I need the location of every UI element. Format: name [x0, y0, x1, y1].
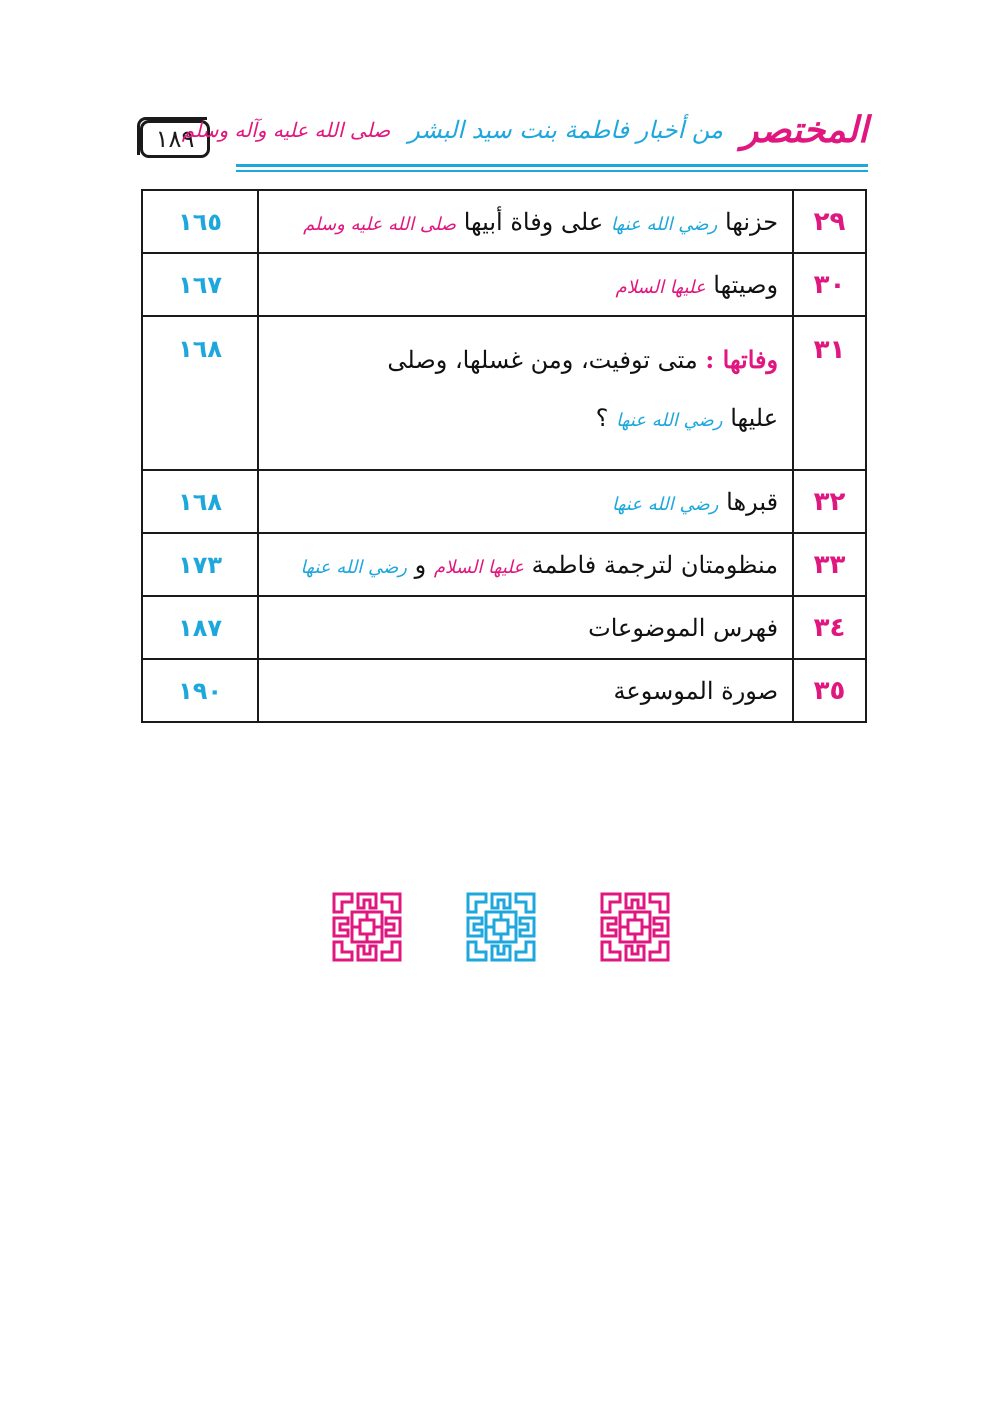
toc-text: منظومتان لترجمة فاطمة — [531, 550, 779, 579]
toc-row-page: ١٧٣ — [142, 533, 258, 596]
blessing-text: صلى الله عليه وسلم — [303, 213, 457, 235]
blessing-text: رضي الله عنها — [300, 556, 408, 578]
toc-text: وصيتها — [713, 270, 779, 299]
toc-row — [142, 253, 866, 316]
toc-row-number: ٣١ — [793, 316, 866, 470]
toc-row — [142, 533, 866, 596]
knot-ornament-icon — [464, 890, 538, 964]
blessing-text: رضي الله عنها — [616, 410, 723, 431]
toc-row — [142, 596, 866, 659]
book-title-subtitle: من أخبار فاطمة بنت سيد البشر — [408, 116, 724, 144]
toc-row-title — [258, 659, 793, 722]
toc-row-title — [258, 316, 793, 470]
toc-row-title — [258, 470, 793, 533]
toc-row-number: ٣٠ — [793, 253, 866, 316]
toc-row-page: ١٦٥ — [142, 190, 258, 253]
toc-row — [142, 190, 866, 253]
toc-lead-text: وفاتها : — [705, 345, 779, 374]
toc-table — [141, 189, 867, 723]
toc-row-number: ٣٤ — [793, 596, 866, 659]
blessing-text: عليها السلام — [433, 556, 524, 578]
page-header — [140, 92, 868, 182]
toc-text: صورة الموسوعة — [613, 676, 779, 705]
toc-row — [142, 659, 866, 722]
ornament-group — [320, 890, 680, 970]
toc-text: عليها — [730, 404, 779, 432]
blessing-text: رضي الله عنها — [612, 493, 719, 515]
book-title — [181, 98, 868, 162]
toc-row-number: ٣٣ — [793, 533, 866, 596]
page-number: ١٨٩ — [140, 120, 210, 158]
toc-row-title — [258, 596, 793, 659]
book-title-blessing: صلى الله عليه وآله وسلم — [181, 118, 391, 142]
toc-row-page: ١٦٨ — [142, 316, 258, 470]
toc-row-number: ٣٥ — [793, 659, 866, 722]
knot-ornament-icon — [330, 890, 404, 964]
toc-text: حزنها — [724, 207, 779, 236]
toc-row-title — [258, 253, 793, 316]
header-divider — [236, 164, 868, 167]
toc-row-page: ١٨٧ — [142, 596, 258, 659]
toc-row-page: ١٦٧ — [142, 253, 258, 316]
toc-text: متى توفيت، ومن غسلها، وصلى — [387, 346, 698, 374]
toc-row — [142, 316, 866, 470]
toc-text: ؟ — [595, 404, 609, 432]
knot-ornament-icon — [598, 890, 672, 964]
toc-row-title — [258, 533, 793, 596]
toc-text: و — [414, 550, 427, 579]
toc-row — [142, 470, 866, 533]
toc-text: قبرها — [726, 487, 779, 516]
book-title-main: المختصر — [741, 109, 868, 151]
header-divider-thin — [236, 170, 868, 172]
blessing-text: رضي الله عنها — [610, 213, 718, 235]
toc-row-page: ١٩٠ — [142, 659, 258, 722]
toc-row-number: ٣٢ — [793, 470, 866, 533]
blessing-text: عليها السلام — [615, 276, 706, 298]
toc-row-title — [258, 190, 793, 253]
toc-row-number: ٢٩ — [793, 190, 866, 253]
toc-text: فهرس الموضوعات — [588, 613, 779, 642]
toc-row-page: ١٦٨ — [142, 470, 258, 533]
toc-text: على وفاة أبيها — [463, 207, 604, 236]
